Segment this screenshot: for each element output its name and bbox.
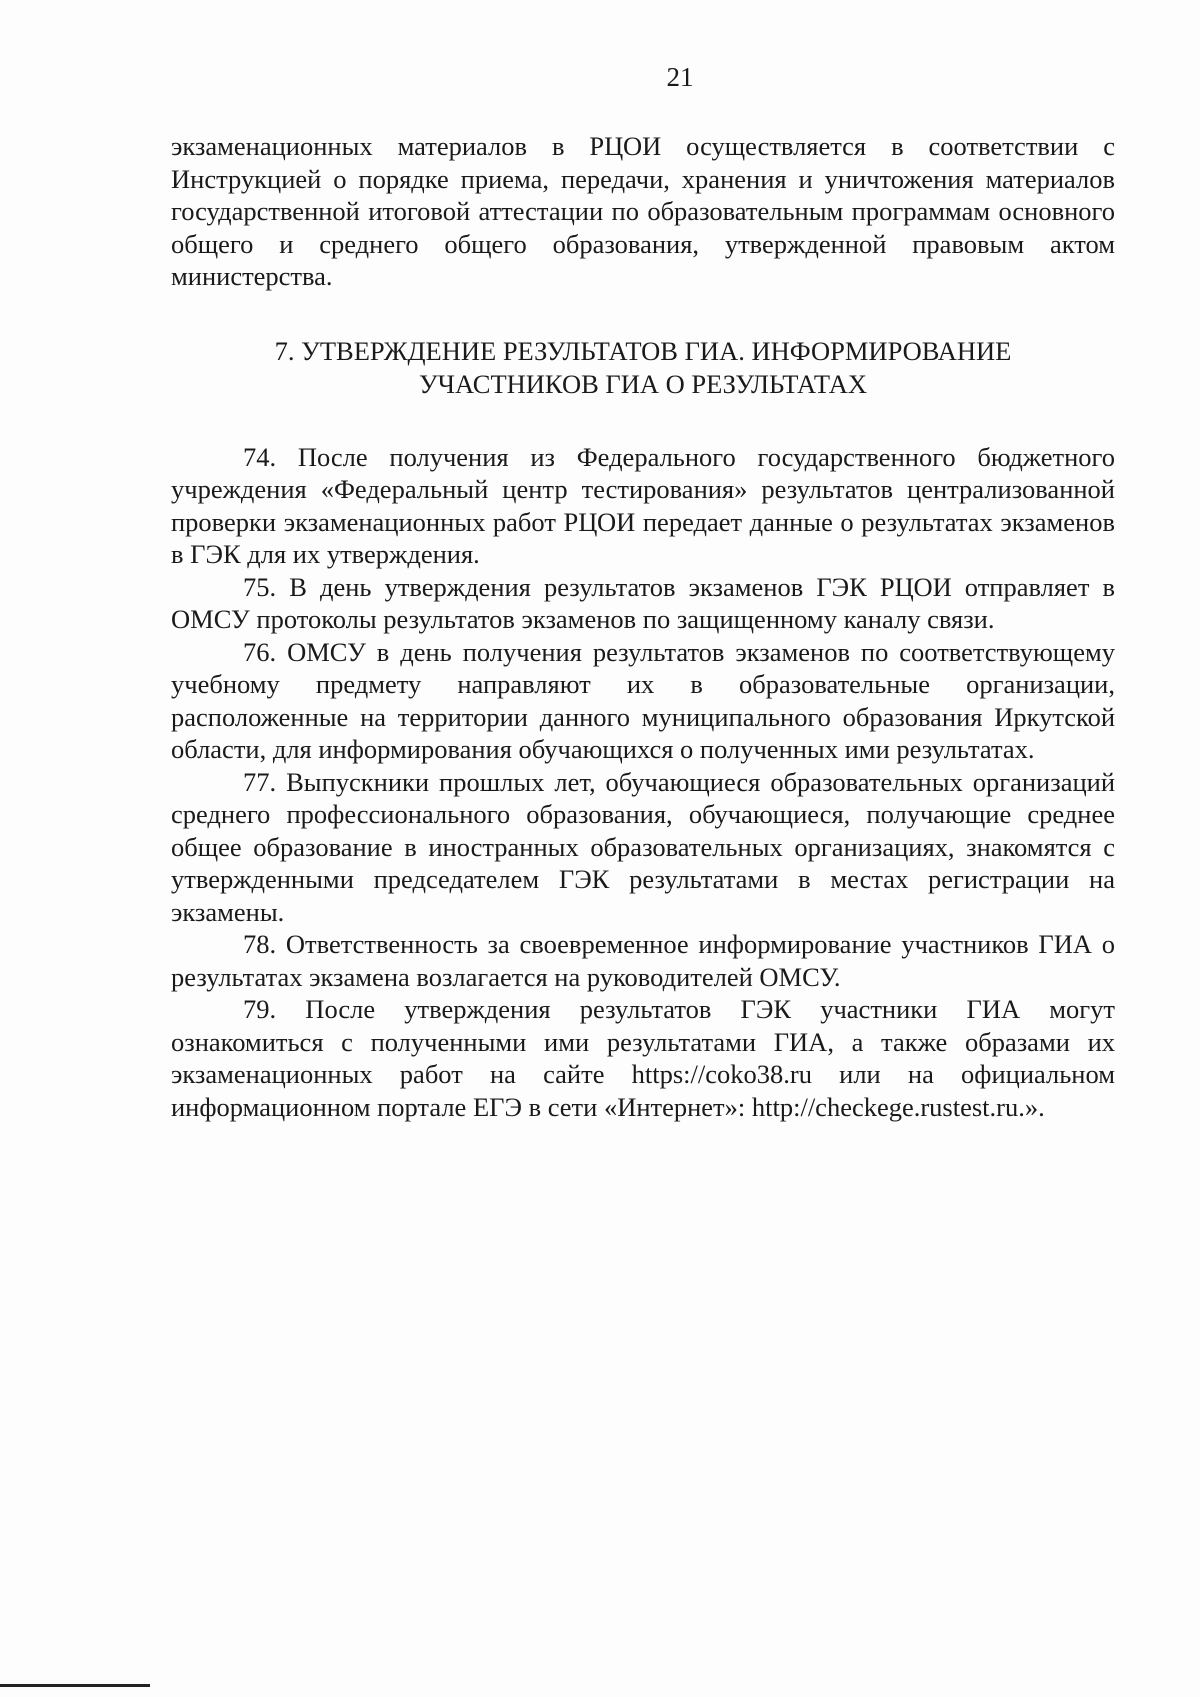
paragraph-79: 79. После утверждения результатов ГЭК участники ГИА могут ознакомиться с полученными ими результатами ГИА, а также образами их экзаменационных работ на сайте https://coko38.ru или на официальном информационном портале ЕГЭ в сети «Интернет»: http://checkege.rustest.ru.». (171, 994, 1115, 1122)
section-heading (171, 335, 1115, 401)
section-heading-line-1: 7. УТВЕРЖДЕНИЕ РЕЗУЛЬТАТОВ ГИА. ИНФОРМИРОВАНИЕ (274, 335, 1012, 366)
section-heading-line-2: УЧАСТНИКОВ ГИА О РЕЗУЛЬТАТАХ (418, 368, 868, 399)
page-number: 21 (666, 62, 694, 92)
scan-edge-line (0, 1684, 150, 1687)
document-body (171, 130, 1115, 1123)
paragraph-77: 77. Выпускники прошлых лет, обучающиеся образовательных организаций среднего профессионального образования, обучающиеся, получающие среднее общее образование в иностранных образовательных организациях, знакомятся с утвержденными председателем ГЭК результатами в местах регистрации на экзамены. (171, 766, 1115, 927)
paragraph-74: 74. После получения из Федерального государственного бюджетного учреждения «Федеральный центр тестирования» результатов централизованной проверки экзаменационных работ РЦОИ передает данные о результатах экзаменов в ГЭК для их утверждения. (171, 441, 1115, 569)
intro-paragraph: экзаменационных материалов в РЦОИ осуществляется в соответствии с Инструкцией о порядке приема, передачи, хранения и уничтожения материалов государственной итоговой аттестации по образовательным программам основного общего и среднего общего образования, утвержденной правовым актом министерства. (171, 131, 1115, 291)
paragraph-76: 76. ОМСУ в день получения результатов экзаменов по соответствующему учебному предмету направляют их в образовательные организации, расположенные на территории данного муниципального образования Иркутской области, для информирования обучающихся о полученных ими результатах. (171, 636, 1115, 764)
paragraph-75: 75. В день утверждения результатов экзаменов ГЭК РЦОИ отправляет в ОМСУ протоколы результатов экзаменов по защищенному каналу связи. (171, 571, 1115, 634)
paragraph-78: 78. Ответственность за своевременное информирование участников ГИА о результатах экзамена возлагается на руководителей ОМСУ. (171, 929, 1115, 992)
